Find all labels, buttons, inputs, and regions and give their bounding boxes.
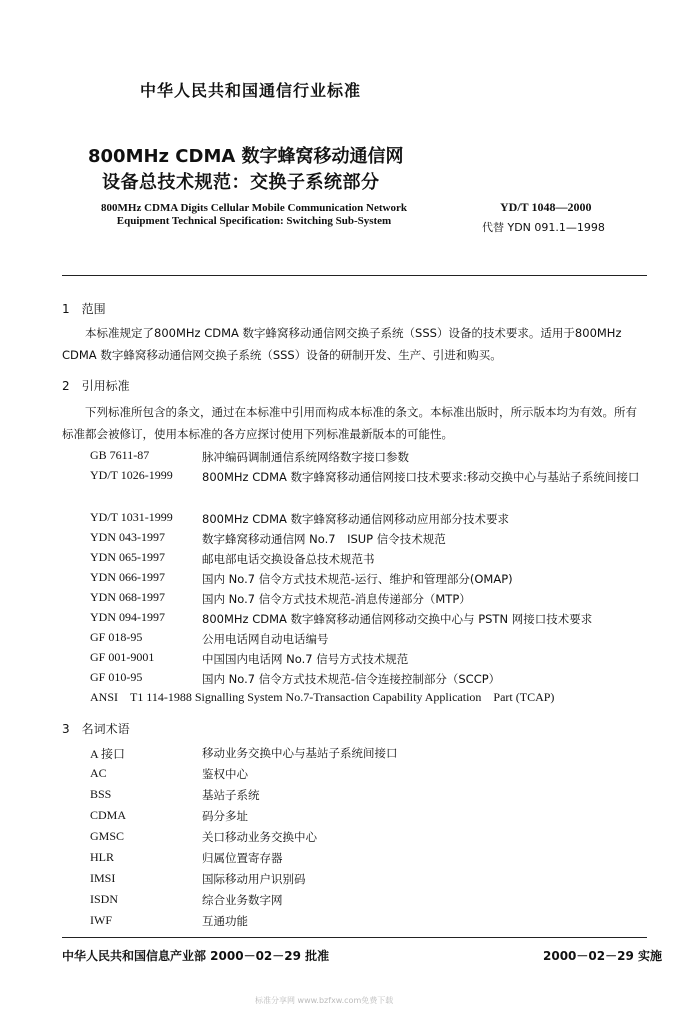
term-def: 归属位置寄存器 xyxy=(202,851,283,865)
reference-code: GF 001-9001 xyxy=(90,650,155,664)
reference-title: 800MHz CDMA 数字蜂窝移动通信网移动应用部分技术要求 xyxy=(202,512,510,526)
term-def: 综合业务数字网 xyxy=(202,893,283,907)
standard-number: YD/T 1048—2000 xyxy=(500,200,592,214)
reference-ansi: ANSI T1 114-1988 Signalling System No.7-Transaction Capability Application Part (TCAP) xyxy=(90,690,555,704)
section-2-heading: 2 引用标准 xyxy=(62,379,130,393)
term-def: 互通功能 xyxy=(202,914,248,928)
section-2-paragraph: 下列标准所包含的条文，通过在本标准中引用而构成本标准的条文。本标准出版时，所示版本均为有效。所有标准都会被修订，使用本标准的各方应探讨使用下列标准最新版本的可能性。 xyxy=(62,405,637,441)
reference-title: 国内 No.7 信令方式技术规范-信令连接控制部分（SCCP） xyxy=(202,672,501,686)
term-abbr: A 接口 xyxy=(90,747,126,761)
reference-code: GB 7611-87 xyxy=(90,448,150,462)
title-zh-line2: 设备总技术规范：交换子系统部分 xyxy=(102,172,380,193)
term-abbr: ISDN xyxy=(90,892,119,906)
section-1-heading: 1 范围 xyxy=(62,302,106,316)
reference-title: 中国国内电话网 No.7 信号方式技术规范 xyxy=(202,652,409,666)
term-def: 码分多址 xyxy=(202,809,248,823)
title-en: 800MHz CDMA Digits Cellular Mobile Communication Network Equipment Technical Specification: Switching Sub-System xyxy=(101,202,407,227)
title-zh-line1: 800MHz CDMA 数字蜂窝移动通信网 xyxy=(88,146,404,167)
term-def: 移动业务交换中心与基站子系统间接口 xyxy=(202,746,398,760)
watermark: 标准分享网 www.bzfxw.com免费下载 xyxy=(255,996,394,1005)
term-abbr: CDMA xyxy=(90,808,127,822)
reference-code: YDN 068-1997 xyxy=(90,590,165,604)
reference-code: YDN 066-1997 xyxy=(90,570,165,584)
term-abbr: IMSI xyxy=(90,871,116,885)
reference-code: GF 018-95 xyxy=(90,630,143,644)
reference-code: YD/T 1026-1999 xyxy=(90,468,173,482)
term-def: 鉴权中心 xyxy=(202,767,248,781)
term-abbr: IWF xyxy=(90,913,112,927)
footer-divider xyxy=(62,937,647,938)
reference-code: YDN 043-1997 xyxy=(90,530,165,544)
reference-code: YDN 094-1997 xyxy=(90,610,165,624)
term-def: 国际移动用户识别码 xyxy=(202,872,306,886)
standard-replaces: 代替 YDN 091.1—1998 xyxy=(482,221,605,234)
reference-title: 脉冲编码调制通信系统网络数字接口参数 xyxy=(202,450,409,464)
section-1-text xyxy=(62,322,647,366)
term-abbr: GMSC xyxy=(90,829,125,843)
section-1-paragraph: 本标准规定了800MHz CDMA 数字蜂窝移动通信网交换子系统（SSS）设备的技术要求。适用于800MHz CDMA 数字蜂窝移动通信网交换子系统（SSS）设备的研制开发、生产、引进和购买。 xyxy=(62,326,622,362)
reference-title: 国内 No.7 信令方式技术规范-运行、维护和管理部分(OMAP) xyxy=(202,572,513,586)
term-abbr: BSS xyxy=(90,787,112,801)
header-divider xyxy=(62,275,647,276)
reference-code: YDN 065-1997 xyxy=(90,550,165,564)
implementation-date: 2000－02－29 实施 xyxy=(543,949,662,963)
issuing-org: 中华人民共和国通信行业标准 xyxy=(140,81,362,100)
section-3-heading: 3 名词术语 xyxy=(62,722,130,736)
term-abbr: HLR xyxy=(90,850,114,864)
reference-code: GF 010-95 xyxy=(90,670,143,684)
reference-title: 国内 No.7 信令方式技术规范-消息传递部分（MTP） xyxy=(202,592,471,606)
term-def: 基站子系统 xyxy=(202,788,260,802)
reference-title: 公用电话网自动电话编号 xyxy=(202,632,329,646)
term-abbr: AC xyxy=(90,766,107,780)
section-2-intro xyxy=(62,401,647,445)
term-def: 关口移动业务交换中心 xyxy=(202,830,317,844)
reference-title: 800MHz CDMA 数字蜂窝移动通信网移动交换中心与 PSTN 网接口技术要求 xyxy=(202,612,593,626)
reference-title: 800MHz CDMA 数字蜂窝移动通信网接口技术要求:移动交换中心与基站子系统间接口 xyxy=(202,470,640,484)
approval-date: 中华人民共和国信息产业部 2000－02－29 批准 xyxy=(62,949,330,963)
reference-code: YD/T 1031-1999 xyxy=(90,510,173,524)
reference-title: 邮电部电话交换设备总技术规范书 xyxy=(202,552,375,566)
reference-title: 数字蜂窝移动通信网 No.7 ISUP 信令技术规范 xyxy=(202,532,446,546)
